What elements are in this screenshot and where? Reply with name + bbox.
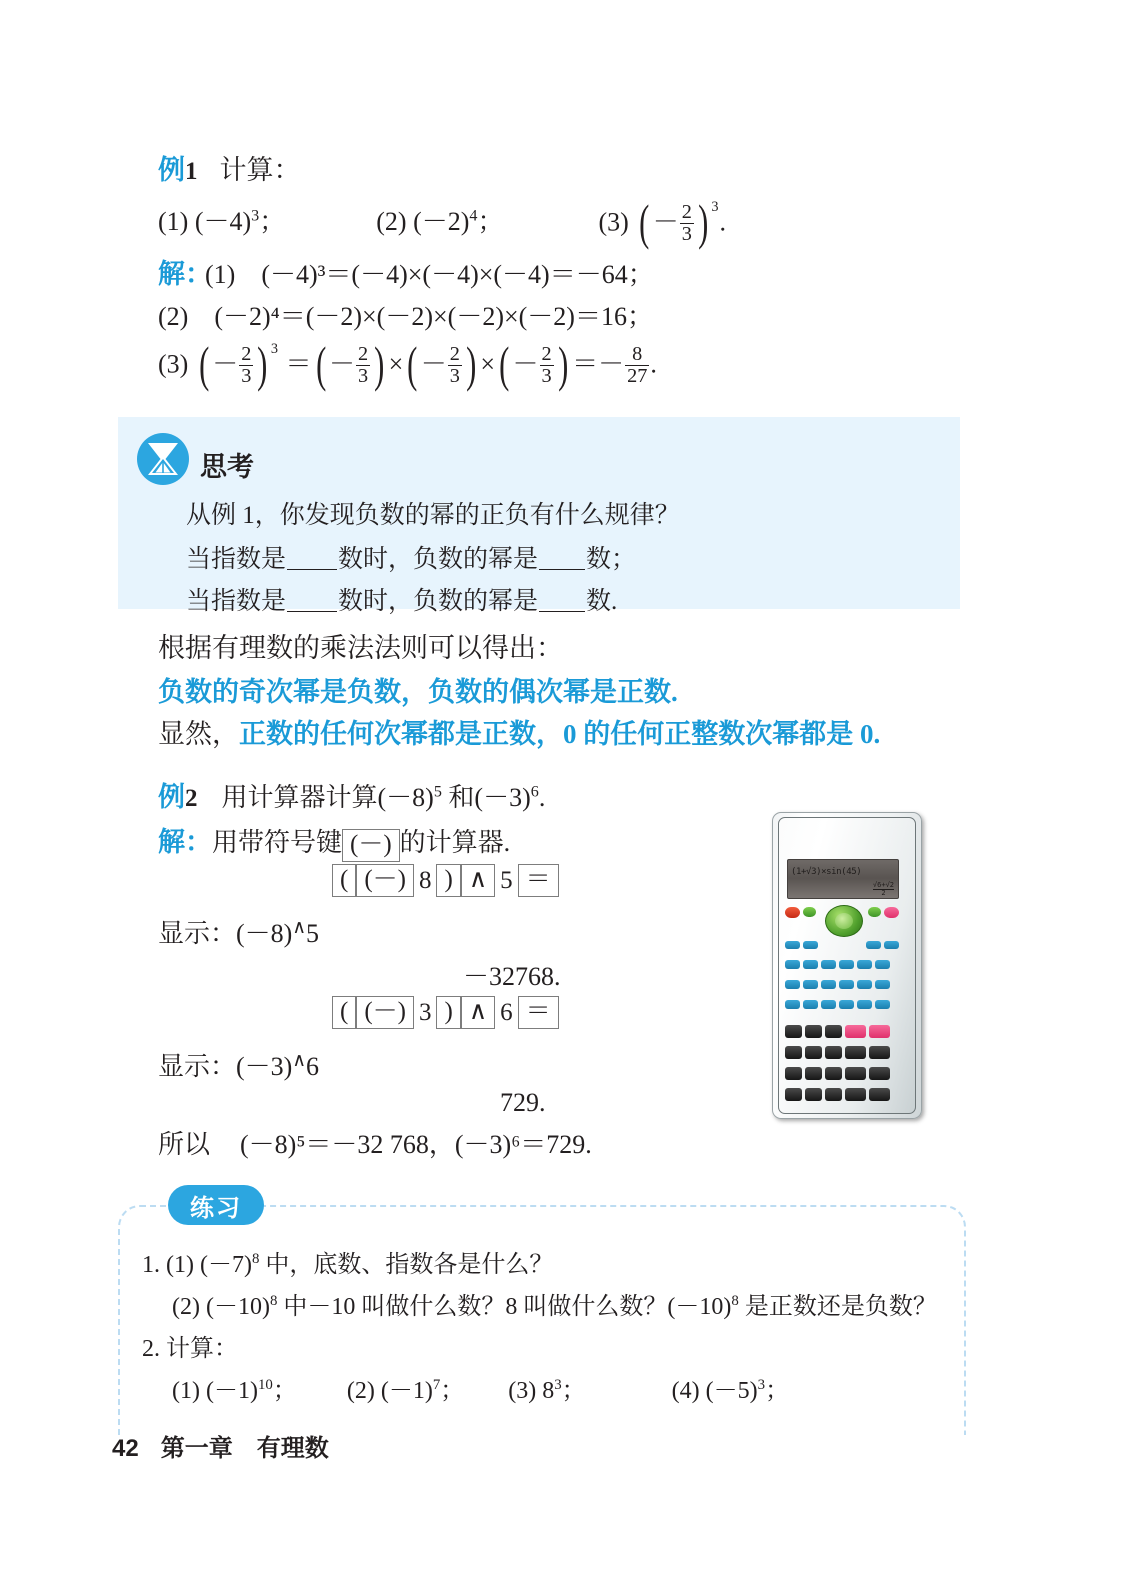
numerator: 2 xyxy=(681,201,692,224)
blank-field[interactable] xyxy=(539,611,585,612)
calculator-dpad[interactable] xyxy=(825,905,863,937)
item-tail: ； xyxy=(477,207,504,237)
calculator-numpad-row-1 xyxy=(785,1025,890,1038)
key-x-cubed[interactable] xyxy=(821,960,836,969)
chapter-topic: 有理数 xyxy=(256,1435,329,1462)
key-degree[interactable] xyxy=(803,980,818,989)
denominator: 3 xyxy=(241,365,252,387)
conclusion-lead: 根据有理数的乘法法则可以得出： xyxy=(158,633,563,663)
key-negative-sign[interactable]: (－) xyxy=(356,996,414,1029)
think-box-title: 思考 xyxy=(200,452,254,482)
key-negative-sign[interactable] xyxy=(785,980,800,989)
exercise-question-1a xyxy=(142,1244,553,1279)
key-sqrt[interactable] xyxy=(857,960,872,969)
key-left-paren[interactable]: ( xyxy=(332,996,356,1029)
lcd-denominator: 2 xyxy=(873,889,894,897)
question-text: 中，底数、指数各是什么？ xyxy=(259,1252,554,1278)
lcd-result-fraction xyxy=(873,882,894,897)
calculator-function-keys-right xyxy=(868,907,899,918)
key-left-paren[interactable]: ( xyxy=(332,864,356,897)
display-label: 显示： xyxy=(158,919,237,948)
key-3[interactable] xyxy=(825,1067,842,1080)
key-tan[interactable] xyxy=(875,980,890,989)
key-plus[interactable] xyxy=(845,1067,866,1080)
key-equals[interactable]: ＝ xyxy=(518,996,559,1029)
think-box-fill-line-2 xyxy=(186,581,617,617)
key-digit-6[interactable]: 6 xyxy=(500,998,513,1026)
times-sign: × xyxy=(388,349,404,379)
think-box-question: 从例 1，你发现负数的幂的正负有什么规律？ xyxy=(186,502,680,529)
question-text: 计算： xyxy=(166,1336,238,1362)
example1-solution-line-1: (1) (－4)³＝(－4)×(－4)×(－4)＝－64； xyxy=(205,260,654,289)
key-nth-root[interactable] xyxy=(875,960,890,969)
denominator: 27 xyxy=(627,365,648,387)
key-sin[interactable] xyxy=(839,980,854,989)
item-exponent: 3 xyxy=(251,207,260,225)
solution-text-a: 用带符号键 xyxy=(212,828,343,857)
conclusion-rule-1: 负数的奇次幂是负数，负数的偶次幂是正数. xyxy=(158,677,678,707)
key-7[interactable] xyxy=(785,1025,802,1038)
example2-label: 例 xyxy=(158,782,185,812)
result-2: 729. xyxy=(500,1088,546,1117)
key-on[interactable] xyxy=(884,907,899,918)
item-base: (－2) xyxy=(413,207,470,237)
exercise-question-2 xyxy=(142,1328,238,1363)
calculator-lcd xyxy=(787,859,899,899)
display-base: (－8) xyxy=(236,919,293,948)
parenthesized-fraction: ( － $\frac{2}{3}$ ) xyxy=(407,337,477,392)
fraction xyxy=(680,202,694,244)
key-digit-8[interactable]: 8 xyxy=(418,866,432,894)
example1-items xyxy=(158,196,726,253)
key-6[interactable] xyxy=(825,1046,842,1059)
example2-heading xyxy=(158,775,545,814)
key-x-inverse[interactable] xyxy=(785,960,800,969)
example1-item-1 xyxy=(158,201,285,238)
key-ac[interactable] xyxy=(869,1025,890,1038)
fill-text-b: 数时，负数的幂是 xyxy=(338,546,539,573)
key-digit-5[interactable]: 5 xyxy=(500,866,513,894)
sub-index: (2) xyxy=(172,1294,200,1320)
calculator-trig-keys xyxy=(785,980,890,989)
example1-item-3 xyxy=(598,196,726,253)
page-number: 42 xyxy=(112,1435,139,1462)
key-alpha[interactable] xyxy=(803,907,816,917)
calculator-numpad-row-3 xyxy=(785,1067,890,1080)
item-index: (3) xyxy=(598,207,629,237)
key-right-paren[interactable] xyxy=(803,1000,818,1009)
blank-field[interactable] xyxy=(539,569,585,570)
sub-index: (1) xyxy=(166,1252,194,1278)
denominator: 3 xyxy=(681,223,692,245)
display-exponent: 5 xyxy=(306,919,320,948)
example1-solution-label: 解： xyxy=(158,259,212,289)
parenthesized-fraction: ( － $\frac{2}{3}$ ) $^3$ xyxy=(198,337,279,392)
example2-solution-label: 解： xyxy=(158,827,212,857)
example2-number: 2 xyxy=(185,785,198,812)
key-x-squared[interactable] xyxy=(803,960,818,969)
item-tail: . xyxy=(719,207,727,237)
blank-field[interactable] xyxy=(287,569,337,570)
key-del-upper[interactable] xyxy=(875,1000,890,1009)
calculator-numpad-row-4 xyxy=(785,1088,890,1101)
left-paren: ( xyxy=(639,195,650,250)
parenthesized-fraction: ( － $\frac{2}{3}$ ) $^3$ xyxy=(639,195,719,250)
conclusion-rule-2-highlight: 正数的任何次幂都是正数，0 的任何正整数次幂都是 0. xyxy=(239,719,881,749)
exercise-badge: 练习 xyxy=(168,1185,264,1225)
key-x-power-y[interactable] xyxy=(839,960,854,969)
key-eng[interactable] xyxy=(857,1000,872,1009)
key-exp[interactable] xyxy=(825,1088,842,1101)
therefore-text: (－8)⁵＝－32 768，(－3)⁶＝729. xyxy=(240,1130,592,1159)
key-decimal-point[interactable] xyxy=(805,1088,822,1101)
display-line-2 xyxy=(158,1046,319,1083)
key-int[interactable] xyxy=(803,941,818,949)
key-sequence-1 xyxy=(332,864,559,897)
key-5[interactable] xyxy=(805,1046,822,1059)
expr-base-2: (－10) xyxy=(667,1294,732,1320)
conclusion-rule-2 xyxy=(158,712,880,751)
q2-item-4: (4) $(-5)^3$； xyxy=(671,1377,790,1404)
exponent: 3 xyxy=(711,198,719,215)
display-label: 显示： xyxy=(158,1052,237,1081)
expr-exponent-2: 8 xyxy=(731,1293,739,1309)
fill-text-c: 数. xyxy=(586,588,618,615)
question-text-2: 是正数还是负数？ xyxy=(738,1294,937,1320)
key-9[interactable] xyxy=(825,1025,842,1038)
item-base: (－4) xyxy=(194,207,252,237)
key-left-paren[interactable] xyxy=(785,1000,800,1009)
fill-text-b: 数时，负数的幂是 xyxy=(338,588,539,615)
times-sign: × xyxy=(480,349,496,379)
item-tail: ； xyxy=(259,207,286,237)
item-tail: . xyxy=(650,349,657,379)
item-index: (3) xyxy=(158,349,189,379)
key-digit-3[interactable]: 3 xyxy=(418,998,432,1026)
key-equals[interactable]: ＝ xyxy=(518,864,559,897)
key-cos[interactable] xyxy=(857,980,872,989)
example2-solution-line xyxy=(158,820,510,862)
conclusion-rule-2-lead: 显然， xyxy=(158,719,239,749)
question-number: 1. xyxy=(142,1252,160,1278)
exponent: 3 xyxy=(270,340,279,357)
lcd-numerator: √6+√2 xyxy=(872,881,894,889)
key-1[interactable] xyxy=(785,1067,802,1080)
key-mode[interactable] xyxy=(868,907,881,917)
example1-solution-line-3 xyxy=(158,338,657,395)
display-line-1 xyxy=(158,913,319,950)
display-caret: ∧ xyxy=(292,1050,307,1072)
parenthesized-fraction: ( － $\frac{2}{3}$ ) xyxy=(499,337,568,392)
key-del[interactable] xyxy=(845,1025,866,1038)
key-data[interactable] xyxy=(866,941,881,949)
key-sequence-2 xyxy=(332,996,559,1029)
exercise-question-2-items xyxy=(172,1370,789,1405)
key-2[interactable] xyxy=(805,1067,822,1080)
calculator-mem-keys-left xyxy=(785,941,818,949)
display-exponent: 6 xyxy=(306,1052,320,1081)
blank-field[interactable] xyxy=(287,611,337,612)
key-equals[interactable] xyxy=(869,1088,890,1101)
key-right-paren[interactable]: ) xyxy=(436,996,460,1029)
key-4[interactable] xyxy=(785,1046,802,1059)
exercise-question-1b xyxy=(172,1286,937,1321)
fill-text-a: 当指数是 xyxy=(186,546,287,573)
expr-exponent: 8 xyxy=(269,1293,278,1309)
expr-base: (－10) xyxy=(205,1294,270,1320)
example1-solution-line-2: (2) (－2)⁴＝(－2)×(－2)×(－2)×(－2)＝16； xyxy=(158,302,653,331)
key-power[interactable]: ∧ xyxy=(461,996,495,1029)
question-number: 2. xyxy=(142,1336,160,1362)
key-right-paren[interactable]: ) xyxy=(436,864,460,897)
calculator-mem-keys-right xyxy=(866,941,899,949)
example1-label: 例 xyxy=(158,155,185,185)
key-fraction[interactable] xyxy=(821,1000,836,1009)
result-fraction xyxy=(625,344,649,386)
solution-text-b: 的计算器. xyxy=(399,828,511,857)
q2-item-2: (2) $(-1)^7$； xyxy=(346,1377,465,1404)
lcd-expression: (1+√3)×sin(45) xyxy=(791,867,862,877)
key-multiply[interactable] xyxy=(845,1046,866,1059)
key-minus[interactable] xyxy=(869,1067,890,1080)
q2-item-1: (1) $(-1)^{10}$； xyxy=(172,1377,297,1404)
example2-therefore-line xyxy=(158,1124,592,1161)
display-base: (－3) xyxy=(236,1052,293,1081)
q2-item-3: (3) $8^3$； xyxy=(508,1377,586,1404)
key-negative-sign[interactable]: (－) xyxy=(342,829,400,862)
think-box xyxy=(118,417,960,615)
calculator-numpad-row-2 xyxy=(785,1046,890,1059)
calculator-paren-keys xyxy=(785,1000,890,1009)
calculator-sci-keys xyxy=(785,960,890,969)
equals-sign: ＝ xyxy=(285,349,312,379)
example1-prompt: 计算： xyxy=(219,155,301,185)
hourglass-icon xyxy=(137,433,189,485)
key-power[interactable]: ∧ xyxy=(461,864,495,897)
dpad-center[interactable] xyxy=(835,913,853,929)
example1-number: 1 xyxy=(185,158,198,185)
think-box-fill-line-1 xyxy=(186,539,636,575)
fill-text-a: 当指数是 xyxy=(186,588,287,615)
item-exponent: 4 xyxy=(469,207,478,225)
key-calc[interactable] xyxy=(785,941,800,949)
key-negative-sign[interactable]: (－) xyxy=(356,864,414,897)
calculator-image xyxy=(772,812,922,1119)
item-index: (2) xyxy=(376,207,407,237)
question-text-1: 中－10 叫做什么数？8 叫做什么数？ xyxy=(277,1294,668,1320)
key-stat[interactable] xyxy=(884,941,899,949)
expr-base: (－7) xyxy=(199,1252,252,1278)
page-footer xyxy=(112,1428,329,1463)
key-0[interactable] xyxy=(785,1088,802,1101)
numerator: 2 xyxy=(241,343,252,366)
key-divide[interactable] xyxy=(869,1046,890,1059)
key-shift[interactable] xyxy=(785,907,800,918)
key-decimal-fraction[interactable] xyxy=(839,1000,854,1009)
example1-heading xyxy=(158,148,301,187)
key-8[interactable] xyxy=(805,1025,822,1038)
key-ans[interactable] xyxy=(845,1088,866,1101)
key-hyp[interactable] xyxy=(821,980,836,989)
item-index: (1) xyxy=(158,207,189,237)
therefore-label: 所以 xyxy=(158,1130,211,1159)
example1-item-2 xyxy=(376,201,503,238)
expr-exponent: 8 xyxy=(251,1251,260,1267)
display-caret: ∧ xyxy=(292,917,307,939)
chapter-label: 第一章 xyxy=(160,1435,233,1462)
fill-text-c: 数； xyxy=(586,546,637,573)
numerator: 8 xyxy=(632,343,643,366)
parenthesized-fraction: ( － $\frac{2}{3}$ ) xyxy=(315,337,385,392)
equals-sign: ＝－ xyxy=(572,349,625,379)
right-paren: ) xyxy=(698,195,709,250)
calculator-function-keys-left xyxy=(785,907,816,918)
result-1: －32768. xyxy=(463,962,561,991)
example2-prompt: 用计算器计算$(-8)^5$ 和$(-3)^6$. xyxy=(221,783,546,812)
